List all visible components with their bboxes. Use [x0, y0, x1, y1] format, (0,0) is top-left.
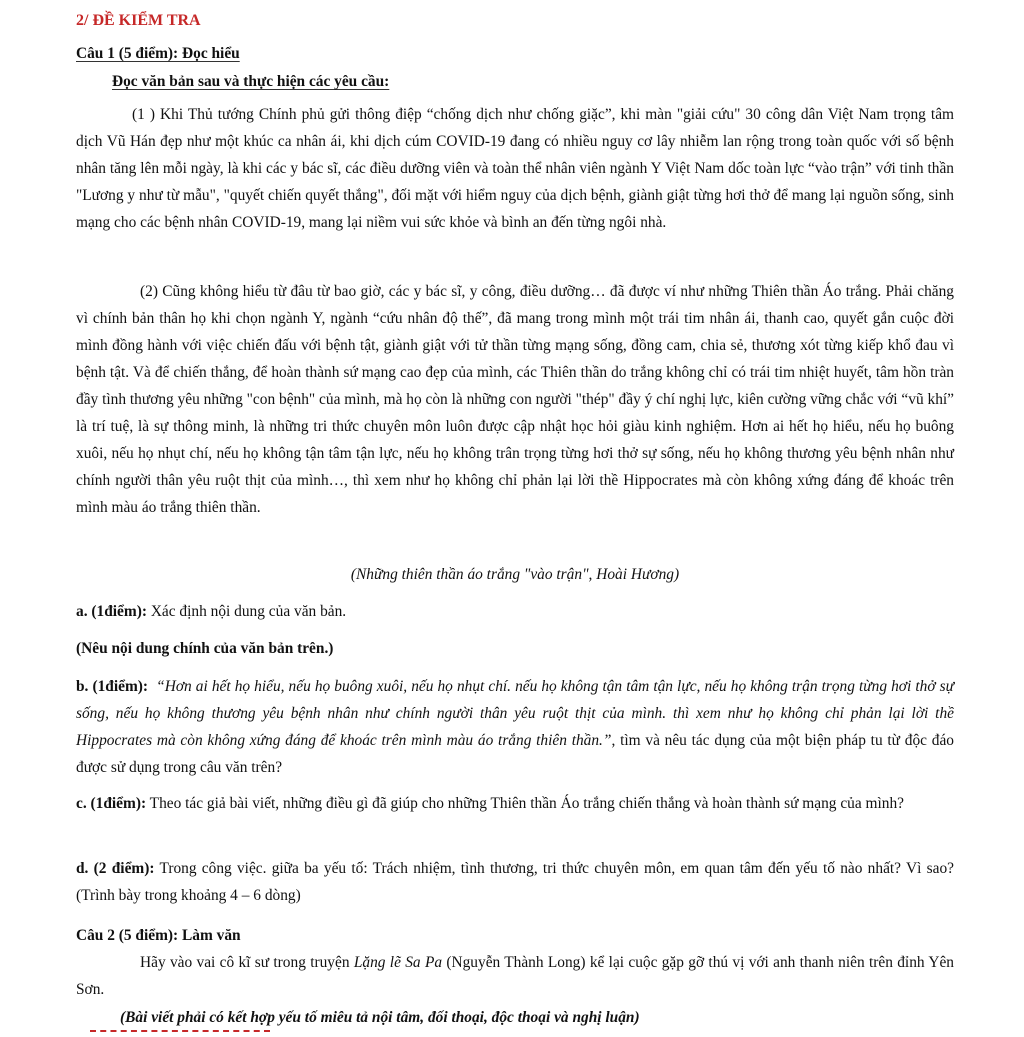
cut-off-red-text: [90, 1030, 270, 1037]
question-d: [76, 855, 954, 909]
question-c: [76, 790, 954, 817]
question-a: [76, 598, 954, 625]
question-2-heading: Câu 2 (5 điểm): Làm văn: [76, 927, 241, 944]
question-b-quote: “Hơn ai hết họ hiểu, nếu họ buông xuôi, nếu họ nhụt chí. nếu họ không tận tâm tận lực, nếu họ không trận trọng từng hơi thở sự sống, nếu họ không thương yêu bệnh nhân như chính người thân yêu ruột thịt của mình. thì xem như họ không chỉ phản lại lời thề Hippocrates mà còn không xứng đáng để khoác trên mình màu áo trắng thiên thần.”: [76, 678, 954, 749]
question-2-requirement: (Bài viết phải có kết hợp yếu tố miêu tả nội tâm, đối thoại, độc thoại và nghị luận): [120, 1009, 640, 1026]
question-a-label: a. (1điểm):: [76, 603, 147, 620]
question-2-prompt-after: (Nguyễn Thành Long) kể lại cuộc gặp gỡ thú vị với anh thanh niên trên đỉnh Yên Sơn.: [76, 954, 954, 998]
question-2-story-title: Lặng lẽ Sa Pa: [353, 954, 443, 971]
passage-source: (Những thiên thần áo trắng "vào trận", Hoài Hương): [350, 566, 680, 583]
question-1-heading-text: Câu 1 (5 điểm): Đọc hiểu: [76, 45, 240, 62]
question-d-label: d. (2 điểm):: [76, 860, 155, 877]
question-c-text: Theo tác giả bài viết, những điều gì đã giúp cho những Thiên thần Áo trắng chiến thắng và hoàn thành sứ mạng của mình?: [149, 795, 904, 812]
question-b-text: , tìm và nêu tác dụng của một biện pháp tu từ độc đáo được sử dụng trong câu văn trên?: [76, 732, 954, 776]
question-a-note: (Nêu nội dung chính của văn bản trên.): [76, 640, 334, 657]
question-a-text: Xác định nội dung của văn bản.: [150, 603, 347, 620]
passage-paragraph-2: (2) Cũng không hiểu từ đâu từ bao giờ, các y bác sĩ, y công, điều dưỡng… đã được ví như những Thiên thần Áo trắng. Phải chăng vì chính bản thân họ khi chọn ngành Y, ngành “cứu nhân độ thế”, đã mang trong mình một trái tim nhân ái, thanh cao, quyết gắn cuộc đời mình đồng hành với việc chiến đấu với bệnh tật, giành giật với tử thần từng mạng sống, đồng cam, chia sẻ, thương xót từng kiếp khổ đau vì bệnh tật. Và để chiến thắng, để hoàn thành sứ mạng cao đẹp của mình, các Thiên thần do trắng không chỉ có trái tim nhiệt huyết, tâm hồn tràn đầy tình thương yêu những "con bệnh" của mình, mà họ còn là những con người "thép" đầy ý chí nghị lực, kiên cường vững chắc với “vũ khí” là trí tuệ, là sự thông minh, là những tri thức chuyên môn luôn được cập nhật học hỏi giàu kinh nghiệm. Hơn ai hết họ hiểu, nếu họ buông xuôi, nếu họ nhụt chí, nếu họ không tận tâm tận lực, nếu họ không trân trọng từng hơi thở sự sống, nếu họ không thương yêu bệnh nhân như chính người thân yêu ruột thịt của mình…, thì xem như họ không chỉ phản lại lời thề Hippocrates mà còn không xứng đáng để khoác trên mình màu áo trắng thiên thần.: [76, 283, 954, 516]
question-1-heading: [76, 40, 954, 67]
question-b-label: b. (1điểm):: [76, 678, 149, 695]
question-c-label: c. (1điểm):: [76, 795, 147, 812]
question-b: [76, 673, 954, 781]
section-title: 2/ ĐỀ KIỂM TRA: [76, 12, 201, 29]
question-2-prompt: [76, 949, 954, 1003]
passage-paragraph-1: (1 ) Khi Thủ tướng Chính phủ gửi thông điệp “chống dịch như chống giặc”, khi màn "giải cứu" 30 công dân Việt Nam trọng tâm dịch Vũ Hán đẹp như một khúc ca nhân ái, khi dịch cúm COVID-19 đang có nhiều nguy cơ lây nhiễm lan rộng trong toàn quốc với số bệnh nhân tăng lên mỗi ngày, là khi các y bác sĩ, các điều dưỡng viên và toàn thể nhân viên ngành Y Việt Nam dốc toàn lực “vào trận” với tinh thần "Lương y như từ mẫu", "quyết chiến quyết thắng", đối mặt với hiểm nguy của dịch bệnh, giành giật từng hơi thở để mang lại nguồn sống, sinh mạng cho các bệnh nhân COVID-19, mang lại niềm vui sức khỏe và bình an đến từng ngôi nhà.: [76, 106, 954, 231]
reading-instruction: [112, 68, 954, 95]
reading-instruction-text: Đọc văn bản sau và thực hiện các yêu cầu:: [112, 73, 390, 90]
question-d-text: Trong công việc. giữa ba yếu tố: Trách nhiệm, tình thương, tri thức chuyên môn, em quan tâm đến yếu tố nào nhất? Vì sao? (Trình bày trong khoảng 4 – 6 dòng): [76, 860, 954, 904]
question-2-prompt-before: Hãy vào vai cô kĩ sư trong truyện: [140, 954, 354, 971]
